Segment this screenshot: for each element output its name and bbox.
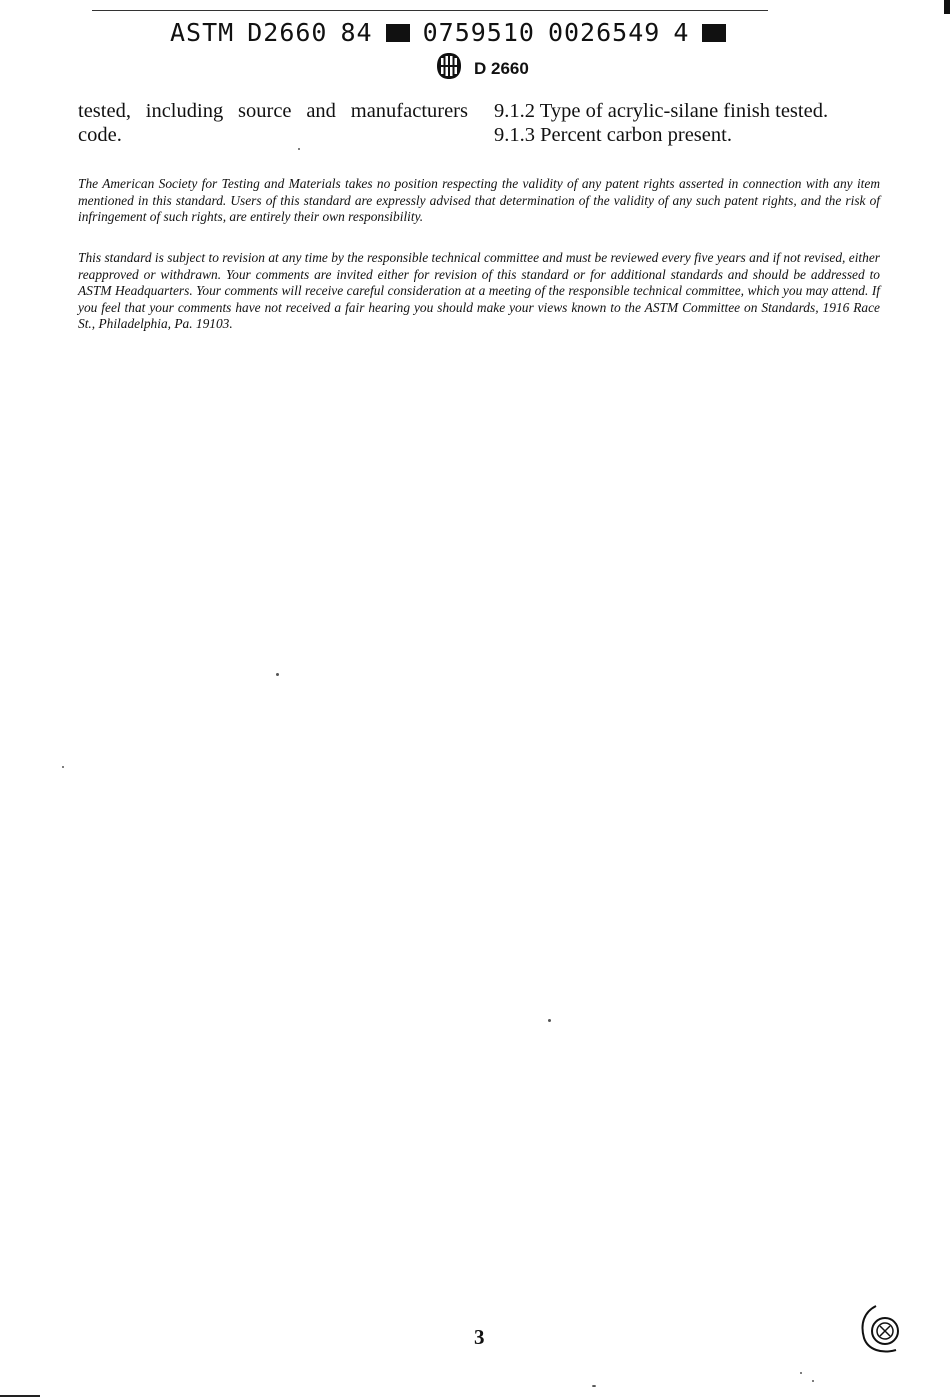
left-column-text: tested, including source and manufacturers code. [78,100,468,146]
scan-speck [812,1380,814,1382]
section-item: 9.1.3 Percent carbon present. [494,124,732,146]
code-segment: 84 [340,18,373,47]
designation-label: D 2660 [474,58,529,78]
code-segment: D2660 [247,18,328,47]
scan-speck [62,766,64,768]
scan-speck [548,1019,551,1022]
code-segment: ASTM [170,18,235,47]
top-rule [92,10,768,11]
astm-logo-icon [436,52,462,85]
code-segment: 0759510 [422,18,535,47]
left-column [78,99,468,147]
black-block-mark [702,24,726,42]
scan-speck [276,673,279,676]
astm-round-seal-icon [856,1304,906,1356]
right-column [494,99,894,147]
designation-row [436,52,529,85]
scan-speck [592,1385,596,1387]
bottom-rule [0,1395,40,1397]
scan-speck [800,1372,802,1374]
code-segment: 0026549 [547,18,661,47]
section-item: 9.1.2 Type of acrylic-silane finish tested. [494,100,829,122]
revision-notice: This standard is subject to revision at any time by the responsible technical committee and must be reviewed every five years and if not revised, either reapproved or withdrawn. Your comments are invited either for revision of this standard or for additional standards and should be addressed to ASTM Headquarters. Your comments will receive careful consideration at a meeting of the responsible technical committee, which you may attend. If you feel that your comments have not received a fair hearing you should make your views known to the ASTM Committee on Standards, 1916 Race St., Philadelphia, Pa. 19103. [78,250,880,331]
code-segment: 4 [673,18,690,47]
black-block-mark [386,24,410,42]
document-code-header [170,18,790,47]
page-number: 3 [474,1325,485,1349]
scan-speck [298,148,300,150]
corner-mark [944,0,950,14]
patent-notice: The American Society for Testing and Materials takes no position respecting the validity of any patent rights asserted in connection with any item mentioned in this standard. Users of this standard are expressly advised that determination of the validity of any such patent rights, and the risk of infringement of such rights, are entirely their own responsibility. [78,176,880,224]
